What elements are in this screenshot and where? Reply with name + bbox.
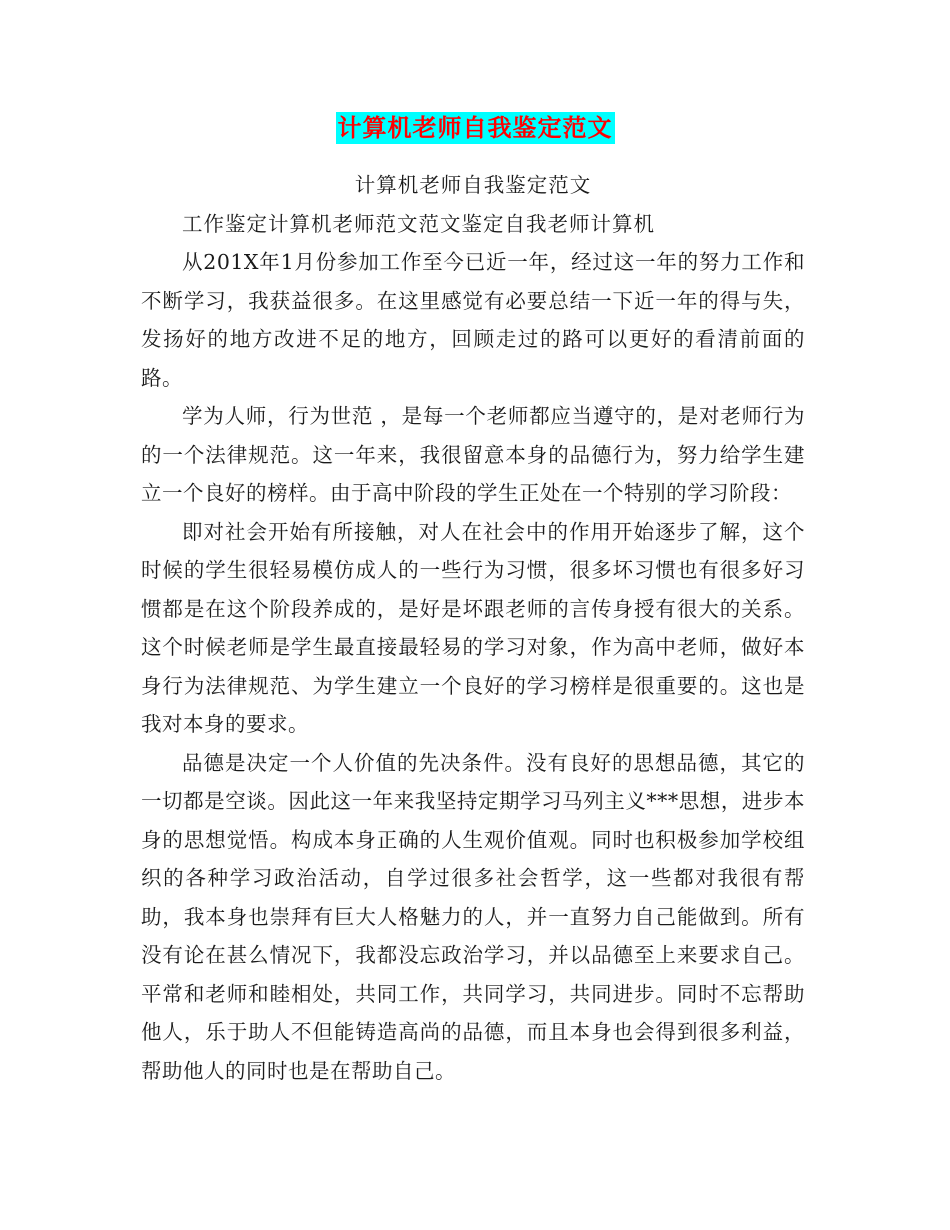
paragraph-4: 品德是决定一个人价值的先决条件。没有良好的思想品德，其它的一切都是空谈。因此这一年来我坚持定期学习马列主义***思想，进步本身的思想觉悟。构成本身正确的人生观价值观。同时也积极参加学校组织的各种学习政治活动，自学过很多社会哲学，这一些都对我很有帮助，我本身也崇拜有巨大人格魅力的人，并一直努力自己能做到。所有没有论在甚么情况下，我都没忘政治学习，并以品德至上来要求自己。平常和老师和睦相处，共同工作，共同学习，共同进步。同时不忘帮助他人，乐于助人不但能铸造高尚的品德，而且本身也会得到很多利益，帮助他人的同时也是在帮助自己。 xyxy=(141,750,805,1083)
document-keywords: 工作鉴定计算机老师范文范文鉴定自我老师计算机 xyxy=(182,211,655,236)
paragraph-1: 从201X年1月份参加工作至今已近一年，经过这一年的努力工作和不断学习，我获益很多。在这里感觉有必要总结一下近一年的得与失，发扬好的地方改进不足的地方，回顾走过的路可以更好的看清前面的路。 xyxy=(141,250,805,390)
document-subtitle: 计算机老师自我鉴定范文 xyxy=(354,173,592,197)
document-title: 计算机老师自我鉴定范文 xyxy=(337,114,613,142)
paragraph-3: 即对社会开始有所接触，对人在社会中的作用开始逐步了解，这个时候的学生很轻易模仿成人的一些行为习惯，很多坏习惯也有很多好习惯都是在这个阶段养成的，是好是坏跟老师的言传身授有很大的关系。这个时候老师是学生最直接最轻易的学习对象，作为高中老师，做好本身行为法律规范、为学生建立一个良好的学习榜样是很重要的。这也是我对本身的要求。 xyxy=(141,519,805,736)
title-container xyxy=(0,112,950,144)
document-body xyxy=(141,166,805,1090)
paragraph-2: 学为人师，行为世范 ，是每一个老师都应当遵守的，是对老师行为的一个法律规范。这一年来，我很留意本身的品德行为，努力给学生建立一个良好的榜样。由于高中阶段的学生正处在一个特别的学习阶段： xyxy=(141,404,805,505)
